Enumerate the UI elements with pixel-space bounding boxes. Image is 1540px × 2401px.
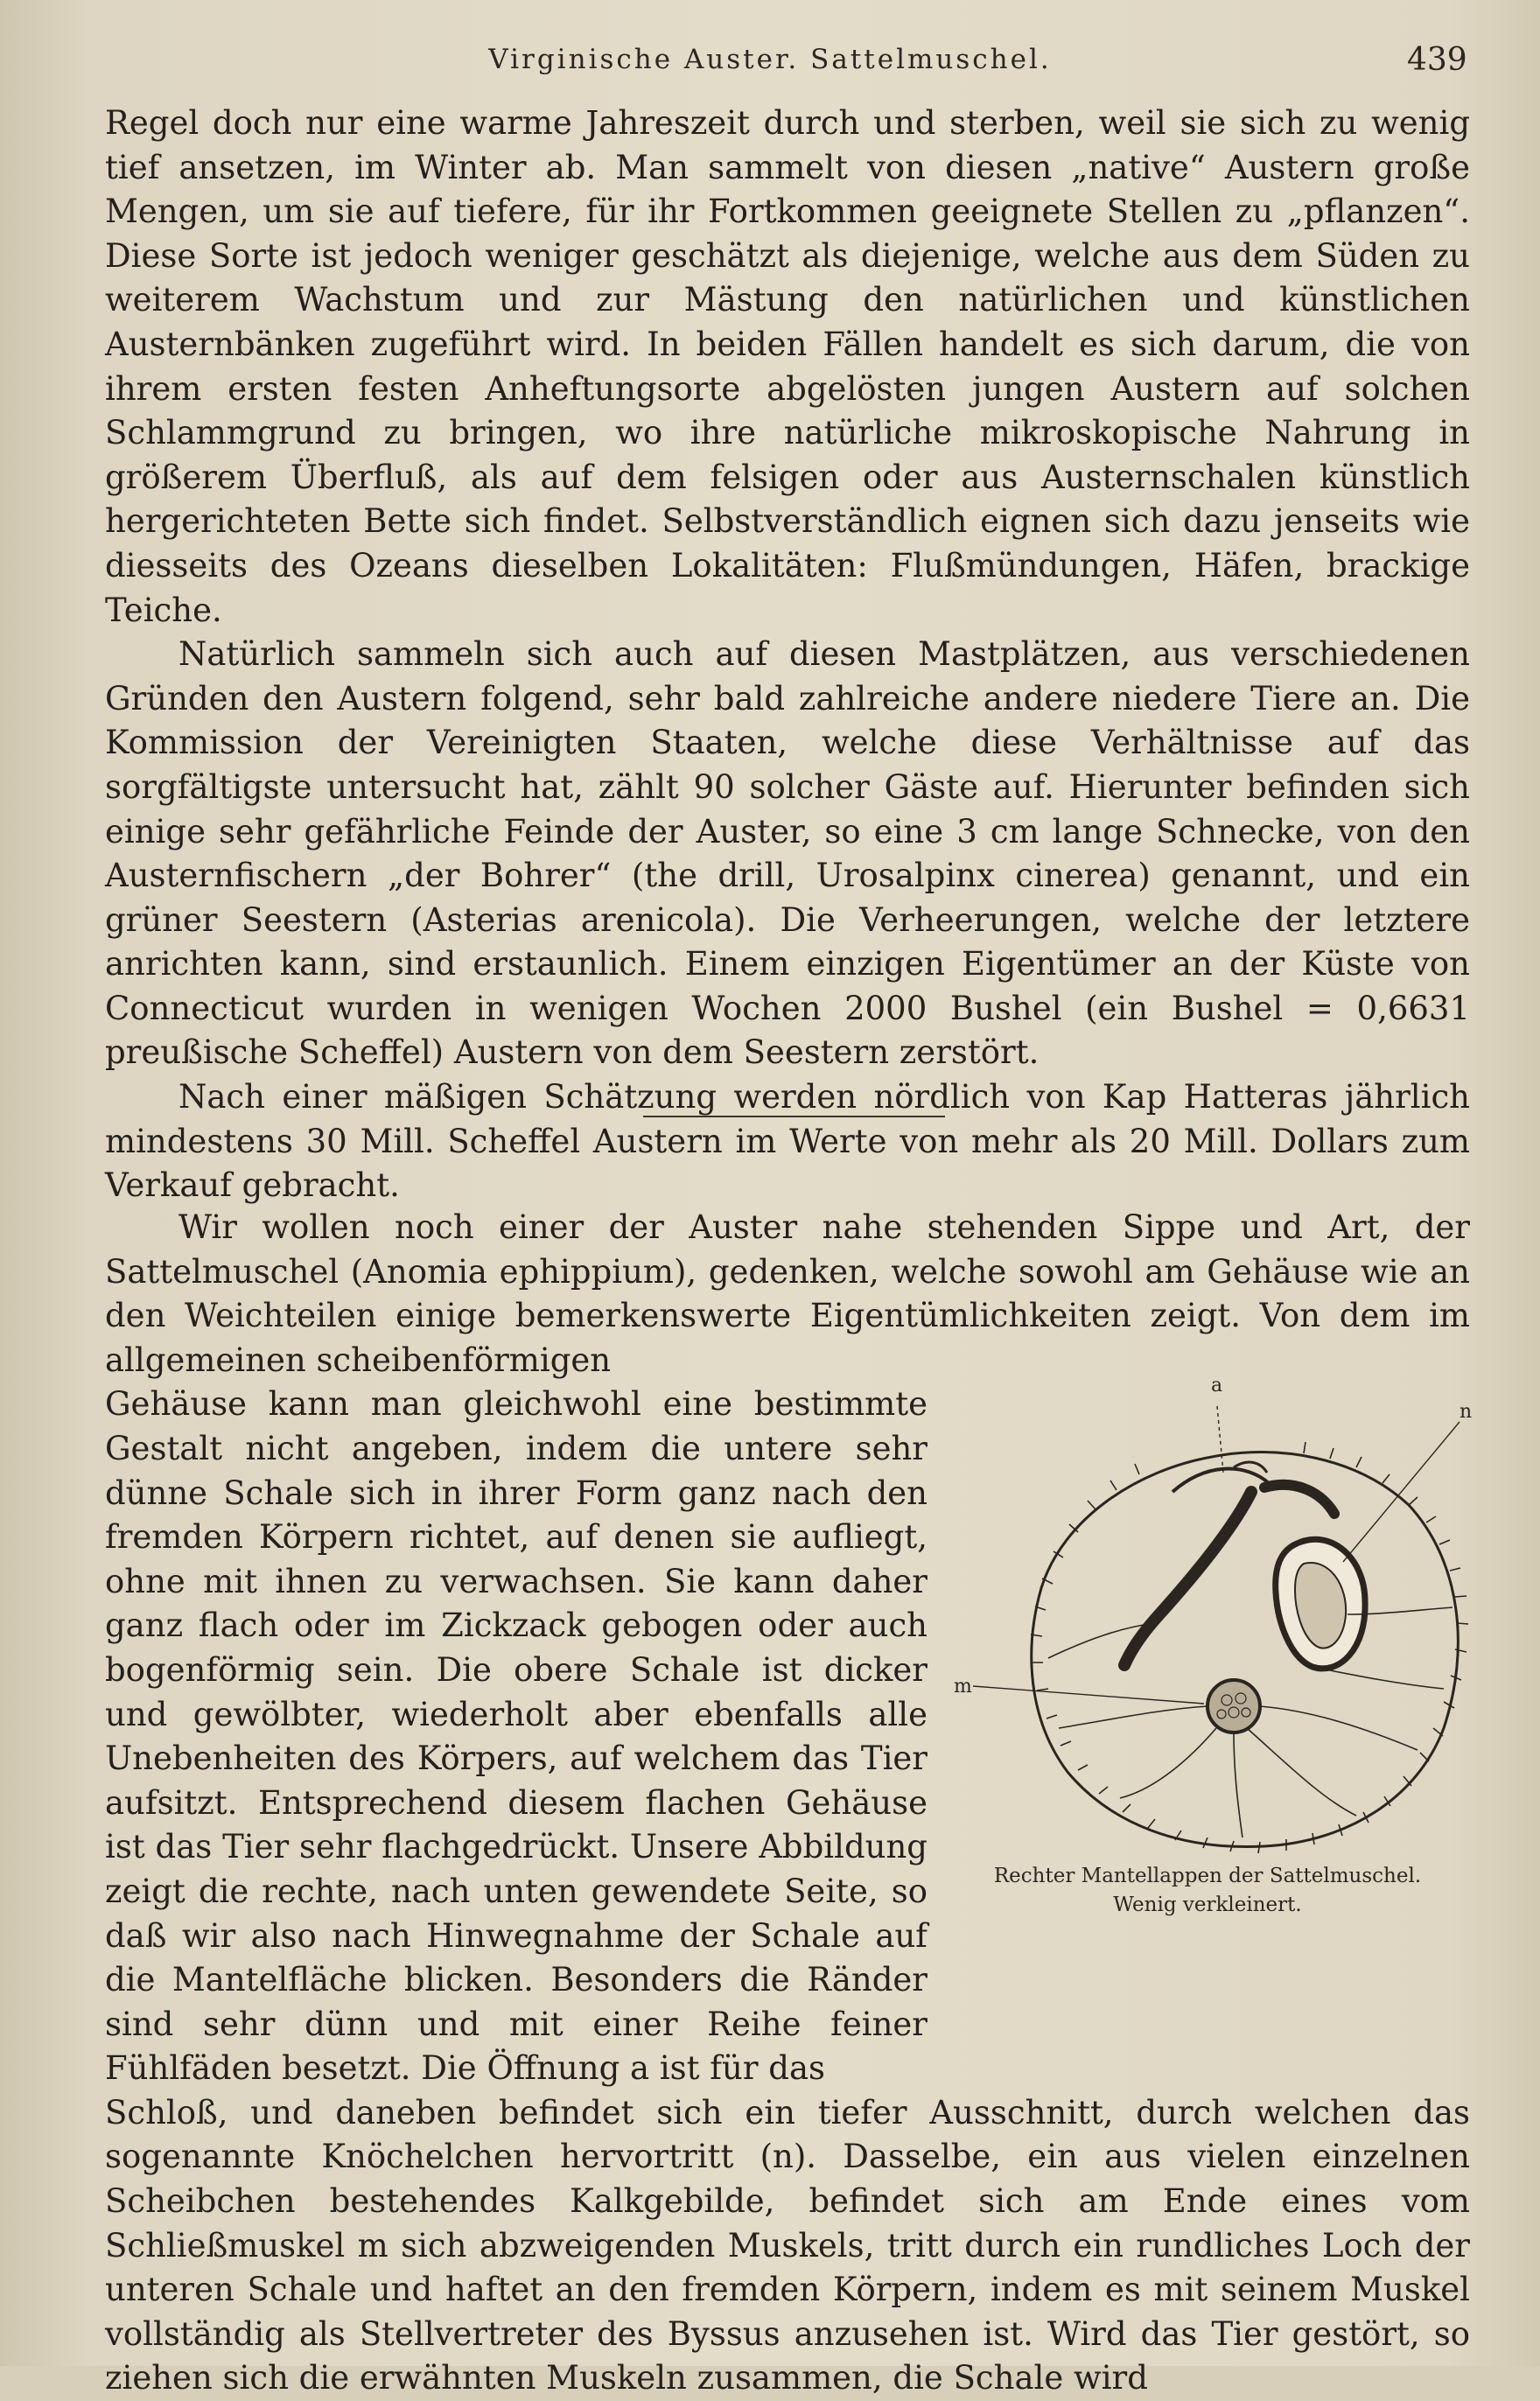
caption-line: Wenig verkleinert. <box>1113 1894 1302 1916</box>
caption-line: Rechter Mantellappen der Sattelmuschel. <box>993 1865 1422 1887</box>
figure-label-a: a <box>1211 1375 1223 1396</box>
running-header: Virginische Auster. Sattelmuschel. <box>488 44 1052 75</box>
paragraph-wrapped: Gehäuse kann man gleichwohl eine bestimmte Gestalt nicht angeben, indem die untere sehr dünne Schale sich in ihrer Form ganz nach den fremden Körpern richtet, auf denen sie aufliegt, ohne mit ihnen zu verwachsen. Sie kann daher ganz flach oder im Zickzack gebogen oder auch bogenförmig sein. Die obere Schale ist dicker und gewölbter, wiederholt aber ebenfalls alle Unebenheiten des Körpers, auf welchem das Tier aufsitzt. Entsprechend diesem flachen Gehäuse ist das Tier sehr flachgedrückt. Unsere Abbildung zeigt die rechte, nach unten gewendete Seite, so daß wir also nach Hinwegnahme der Schale auf die Mantelfläche blicken. Besonders die Ränder sind sehr dünn und mit einer Reihe feiner Fühlfäden besetzt. Die Öffnung a ist für das <box>105 1385 928 2088</box>
paragraph: Natürlich sammeln sich auch auf diesen Mastplätzen, aus verschiedenen Gründen den Austern folgend, sehr bald zahlreiche andere niedere Tiere an. Die Kommission der Vereinigten Staaten, welche diese Verhältnisse auf das sorgfältigste untersucht hat, zählt 90 solcher Gäste auf. Hierunter befinden sich einige sehr gefährliche Feinde der Auster, so eine 3 cm lange Schnecke, von den Austernfischern „der Bohrer“ (the drill, Urosalpinx cinerea) genannt, und ein grüner Seestern (Asterias arenicola). Die Verheerungen, welche der letztere anrichten kann, sind erstaunlich. Einem einzigen Eigentümer an der Küste von Connecticut wurden in wenigen Wochen 2000 Bushel (ein Bushel = 0,6631 preußische Scheffel) Austern von dem Seestern zerstört. <box>105 635 1470 1072</box>
paragraph: Nach einer mäßigen Schätzung werden nördlich von Kap Hatteras jährlich mindestens 30 Mill. Scheffel Austern im Werte von mehr als 20 Mill. Dollars zum Verkauf gebracht. <box>105 1078 1470 1205</box>
page-number: 439 <box>1407 42 1467 78</box>
paragraph-intro: Wir wollen noch einer der Auster nahe stehenden Sippe und Art, der Sattelmuschel (Anomia ephippium), gedenken, welche sowohl am Gehäuse wie an den Weichteilen einige bemerkenswerte Eigentümlichkeiten zeigt. Von dem im allgemeinen scheibenförmigen <box>105 1208 1470 1379</box>
section-divider <box>643 1116 945 1117</box>
paragraph-continued: Schloß, und daneben befindet sich ein tiefer Ausschnitt, durch welchen das sogenannte Knöchelchen hervortritt (n). Dasselbe, ein aus vielen einzelnen Scheibchen bestehendes Kalkgebilde, befindet sich am Ende eines vom Schließmuskel m sich abzweigenden Muskels, tritt durch ein rundliches Loch der unteren Schale und haftet an den fremden Körpern, indem es mit seinem Muskel vollständig als Stellvertreter des Byssus anzusehen ist. Wird das Tier gestört, so ziehen sich die erwähnten Muskeln zusammen, die Schale wird <box>105 2093 1470 2398</box>
anomia-mantle-illustration <box>945 1361 1473 1929</box>
figure-label-m: m <box>954 1676 972 1698</box>
mantle-lobe-drawing <box>945 1361 1473 1859</box>
figure-label-n: n <box>1460 1401 1473 1423</box>
text-section-oysters <box>105 102 1470 1208</box>
figure-caption <box>945 1862 1470 1920</box>
paragraph: Regel doch nur eine warme Jahreszeit durch und sterben, weil sie sich zu wenig tief ansetzen, im Winter ab. Man sammelt von diesen „native“ Austern große Mengen, um sie auf tiefere, für ihr Fortkommen geeignete Stellen zu „pflanzen“. Diese Sorte ist jedoch weniger geschätzt als diejenige, welche aus dem Süden zu weiterem Wachstum und zur Mästung den natürlichen und künstlichen Austernbänken zugeführt wird. In beiden Fällen handelt es sich darum, die von ihrem ersten festen Anheftungsorte abgelösten jungen Austern auf solchen Schlammgrund zu bringen, wo ihre natürliche mikroskopische Nahrung in größerem Überfluß, als auf dem felsigen oder aus Austernschalen künstlich hergerichteten Bette sich findet. Selbstverständlich eignen sich dazu jenseits wie diesseits des Ozeans dieselben Lokalitäten: Flußmündungen, Häfen, brackige Teiche. <box>105 104 1470 629</box>
